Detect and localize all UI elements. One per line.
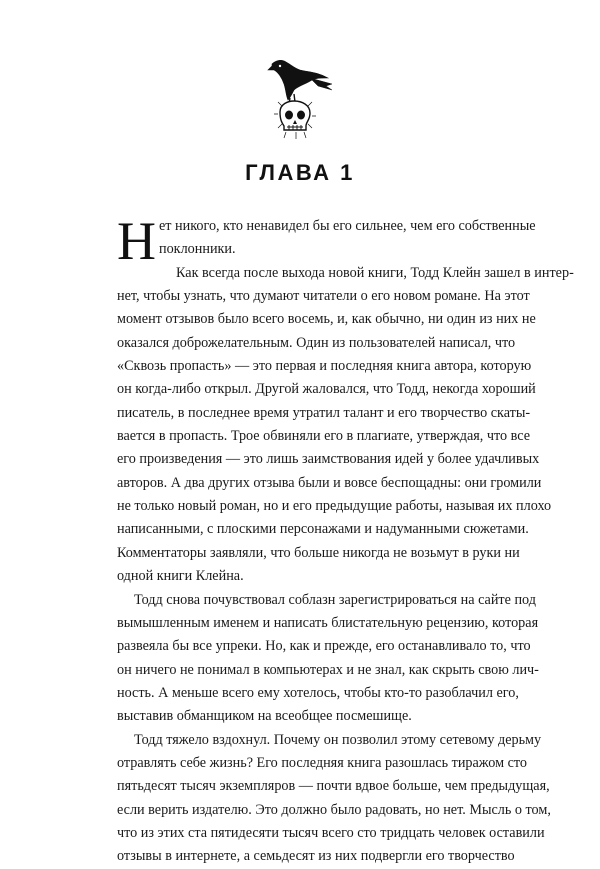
text-line: он ничего не понимал в компьютерах и не знал, как скрыть свою лич- [117, 661, 539, 678]
chapter-title: ГЛАВА 1 [245, 160, 355, 185]
text-line: вается в пропасть. Трое обвиняли его в плагиате, утверждая, что все [117, 428, 531, 445]
text-line: Тодд снова почувствовал соблазн зарегистрироваться на сайте под [134, 591, 536, 608]
text-line: нет, чтобы узнать, что думают читатели о его новом романе. На этот [117, 288, 530, 305]
drop-cap: Н [117, 211, 156, 271]
text-line: вымышленным именем и написать блистательную рецензию, которая [117, 614, 539, 631]
text-line: писатель, в последнее время утратил талант и его творчество скаты- [117, 404, 531, 421]
text-line: Как всегда после выхода новой книги, Тодд Клейн зашел в интер- [176, 264, 574, 281]
text-line: что из этих ста пятидесяти тысяч всего сто тридцать человек оставили [117, 824, 545, 841]
text-line: момент отзывов было всего восемь, и, как обычно, ни один из них не [117, 311, 536, 328]
text-line: ность. А меньше всего ему хотелось, чтобы кто-то разоблачил его, [117, 684, 519, 701]
paragraph [117, 729, 551, 869]
text-line: Комментаторы заявляли, что больше никогда не возьмут в руки ни [117, 544, 520, 561]
text-line: он когда-либо открыл. Другой жаловался, что Тодд, некогда хороший [117, 381, 536, 398]
opening-paragraph [117, 211, 536, 271]
paragraph [117, 589, 539, 729]
text-line: «Сквозь пропасть» — это первая и последняя книга автора, которую [117, 358, 532, 375]
text-line: его произведения — это лишь заимствования идей у более удачливых [117, 451, 540, 468]
paragraph [117, 262, 574, 589]
text-line: выставив обманщиком на всеобщее посмешище. [117, 708, 412, 725]
text-line: одной книги Клейна. [117, 568, 244, 585]
text-line: не только новый роман, но и его предыдущие работы, называя их плохо [117, 498, 552, 515]
text-line: пятьдесят тысяч экземпляров — почти вдвое больше, чем предыдущая, [117, 778, 550, 795]
text-line: отзывы в интернете, а семьдесят из них подвергли его творчество [117, 848, 515, 865]
body-text [117, 211, 574, 869]
text-line: написанными, с плоскими персонажами и надуманными сюжетами. [117, 521, 529, 538]
text-line: авторов. А два других отзыва были и вовсе беспощадны: они громили [117, 474, 542, 491]
raven-on-skull-icon [266, 54, 334, 142]
text-line: поклонники. [159, 241, 236, 258]
text-line: отравлять себе жизнь? Его последняя книга разошлась тиражом сто [117, 754, 528, 771]
text-line: развеяла бы все упреки. Но, как и прежде, его останавливало то, что [117, 638, 531, 655]
text-line: ет никого, кто ненавидел бы его сильнее, чем его собственные [159, 218, 536, 234]
text-line: если верить издателю. Это должно было радовать, но нет. Мысль о том, [117, 801, 551, 818]
text-line: Тодд тяжело вздохнул. Почему он позволил этому сетевому дерьму [134, 731, 542, 748]
text-line: оказался доброжелательным. Один из пользователей написал, что [117, 334, 516, 351]
